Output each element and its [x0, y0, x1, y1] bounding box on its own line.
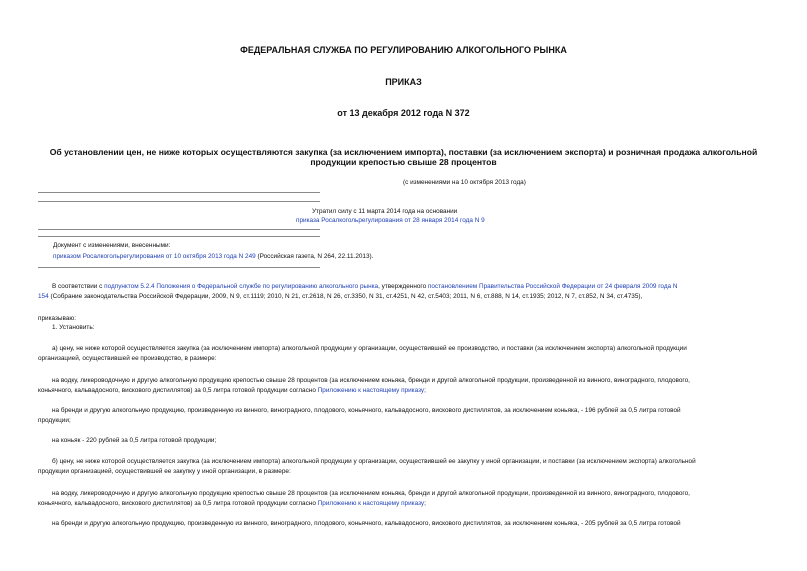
- paragraph-b-brandy: [38, 519, 768, 529]
- paragraph-b-line1: б) цену, не ниже которой осуществляется закупка (за исключением импорта) алкогольной продукции у организации, осуществившей ее закупку у иной организации, и поставки (за исключением экспорта) алкогольной: [52, 458, 696, 465]
- preamble-text: , утвержденного: [378, 283, 428, 290]
- paragraph-a-vodka-line2: коньячного, кальвадосного, вискового дистиллятов) за 0,5 литра готовой продукции согласно: [38, 386, 318, 394]
- divider: [38, 236, 320, 237]
- agency-heading: ФЕДЕРАЛЬНАЯ СЛУЖБА ПО РЕГУЛИРОВАНИЮ АЛКОГОЛЬНОГО РЫНКА: [240, 45, 567, 55]
- doc-title-line2: продукции крепостью свыше 28 процентов: [310, 157, 497, 167]
- paragraph-b-brandy-line1: на бренди и другую алкогольную продукцию, произведенную из винного, виноградного, плодового, коньячного, кальвадосного, вискового дистиллятов, за исключением коньяка, - 205 рублей за 0,5 литра готовой: [52, 520, 681, 527]
- appendix-link[interactable]: Приложению к настоящему приказу: [317, 386, 425, 394]
- divider: [38, 201, 320, 202]
- changes-intro: Документ с изменениями, внесенными:: [53, 242, 171, 249]
- government-decree-link-cont[interactable]: 154: [38, 292, 49, 300]
- preamble: [38, 282, 768, 301]
- paragraph-a-line2: организацией, осуществившей ее производство, в размере:: [38, 354, 217, 362]
- divider: [38, 192, 320, 193]
- void-note-text: Утратил силу с 11 марта 2014 года на основании: [312, 208, 458, 215]
- divider: [38, 267, 320, 268]
- regulation-link[interactable]: подпунктом 5.2.4 Положения о Федеральной службе по регулированию алкогольного рынка: [104, 283, 379, 290]
- appendix-link[interactable]: Приложению к настоящему приказу: [317, 499, 425, 507]
- government-decree-link[interactable]: постановлением Правительства Российской Федерации от 24 февраля 2009 года N: [427, 283, 678, 290]
- paragraph-b: [38, 457, 768, 476]
- doc-title: [30, 147, 777, 167]
- paragraph-b-line2: продукции организацией, осуществившей ее закупку у иной организации, в размере:: [38, 467, 291, 475]
- changes-source: (Российская газета, N 264, 22.11.2013).: [255, 253, 374, 260]
- paragraph-b-vodka-line2: коньячного, кальвадосного, вискового дистиллятов) за 0,5 литра готовой продукции согласно: [38, 499, 318, 507]
- punct: ;: [424, 386, 426, 394]
- paragraph-a-vodka: [38, 376, 768, 395]
- preamble-text: В соответствии с: [52, 283, 105, 290]
- amending-order-link[interactable]: приказом Росалкогольрегулирования от 10 октября 2013 года N 249: [53, 253, 256, 260]
- paragraph-a-brandy: [38, 406, 768, 425]
- paragraph-b-vodka: [38, 489, 768, 508]
- paragraph-a-cognac: на коньяк - 220 рублей за 0,5 литра готовой продукции;: [52, 437, 217, 444]
- order-word: приказываю:: [38, 315, 76, 322]
- paragraph-a-line1: а) цену, не ниже которой осуществляется закупка (за исключением импорта) алкогольной продукции у организации, осуществившей ее производство, и поставки (за исключением экспорта) алкогольной продукции: [52, 345, 687, 352]
- doc-type-heading: ПРИКАЗ: [385, 77, 422, 87]
- doc-date-number: от 13 декабря 2012 года N 372: [337, 108, 470, 118]
- paragraph-a-brandy-line1: на бренди и другую алкогольную продукцию, произведенную из винного, виноградного, плодового, коньячного, кальвадосного, вискового дистиллятов, за исключением коньяка, - 196 рублей за 0,5 литра готовой: [52, 407, 681, 414]
- doc-title-line1: Об установлении цен, не ниже которых осуществляются закупка (за исключением импорта), поставки (за исключением экспорта) и розничная продажа алкогольной: [49, 147, 758, 157]
- punct: ;: [424, 499, 426, 507]
- changes-line: [53, 253, 373, 261]
- paragraph-a-vodka-line1: на водку, ликероводочную и другую алкогольную продукцию крепостью свыше 28 процентов (за исключением коньяка, бренди и другой алкогольной продукции, произведенной из винного, виноградного, плодового,: [52, 377, 690, 384]
- item-1: 1. Установить:: [52, 324, 95, 331]
- divider: [38, 229, 320, 230]
- paragraph-a-brandy-line2: продукции;: [38, 416, 71, 424]
- void-order-link[interactable]: приказа Росалкогольрегулирования от 28 января 2014 года N 9: [296, 217, 485, 224]
- paragraph-b-vodka-line1: на водку, ликероводочную и другую алкогольную продукцию крепостью свыше 28 процентов (за исключением коньяка, бренди и другой алкогольной продукции, произведенной из винного, виноградного, плодового,: [52, 490, 690, 497]
- paragraph-a: [38, 344, 768, 363]
- amendments-note: (с изменениями на 10 октября 2013 года): [403, 179, 526, 186]
- preamble-text: (Собрание законодательства Российской Федерации, 2009, N 9, ст.1119; 2010, N 21, ст.2618, N 26, ст.3350, N 31, ст.4251, N 42, ст.5403; 2011, N 6, ст.888, N 14, ст.1935; 2012, N 7, ст.852, N 34, ст.4735),: [48, 292, 643, 300]
